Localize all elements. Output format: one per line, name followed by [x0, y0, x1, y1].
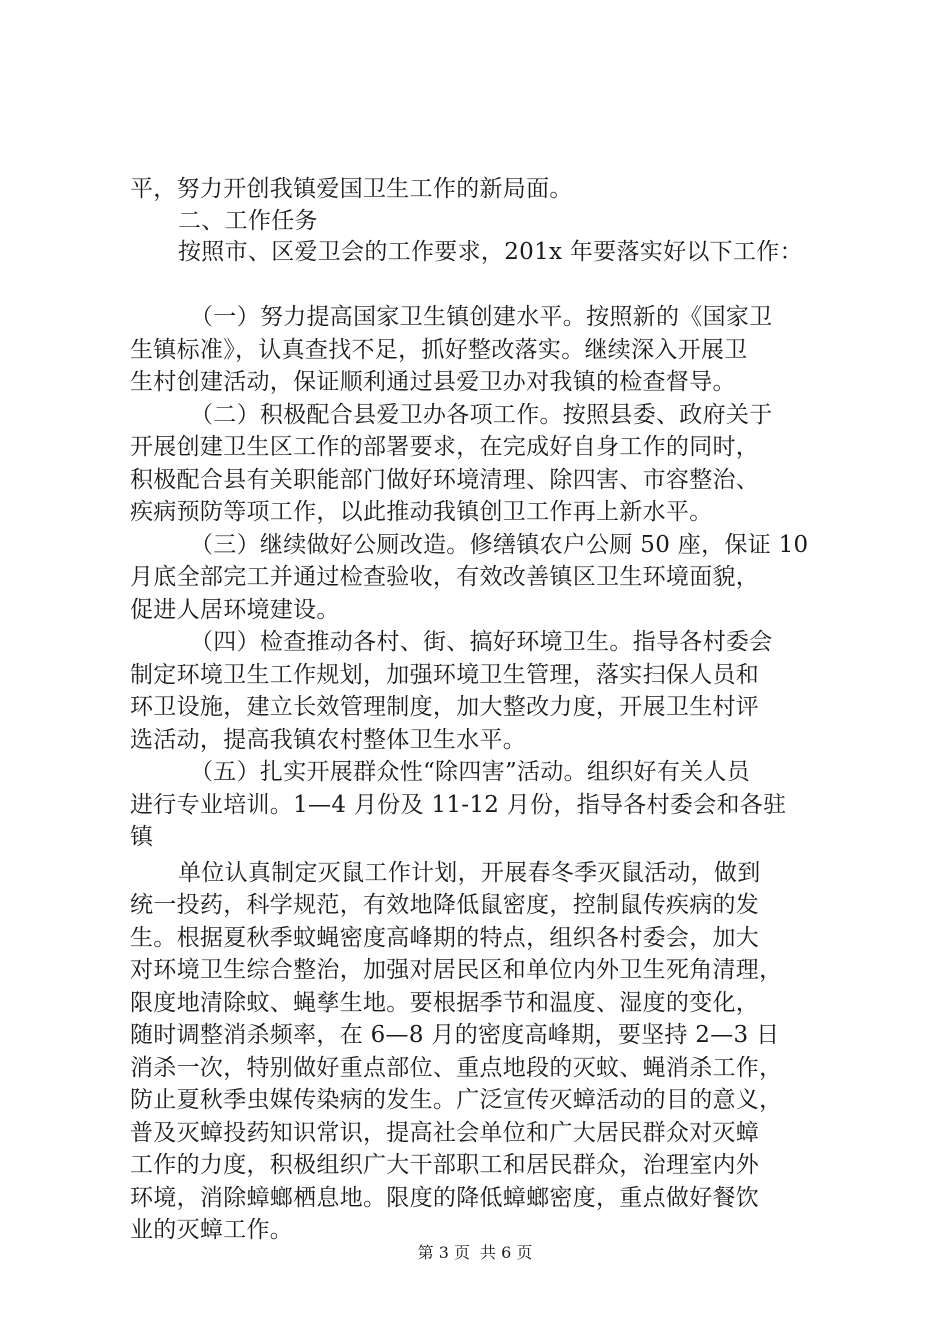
paragraph-gap [130, 268, 830, 301]
section-heading: 二、工作任务 [178, 207, 318, 234]
text-line: 疾病预防等项工作，以此推动我镇创卫工作再上新水平。 [130, 499, 713, 525]
text-line: 限度地清除蚊、蝇孳生地。要根据季节和温度、湿度的变化， [130, 989, 760, 1016]
text-line: 选活动，提高我镇农村整体卫生水平。 [130, 726, 527, 753]
text-line: 按照市、区爱卫会的工作要求，201x 年要落实好以下工作： [178, 238, 803, 265]
text-line: 开展创建卫生区工作的部署要求，在完成好自身工作的同时， [130, 434, 760, 460]
page-number: 第 3 页 [417, 1243, 470, 1262]
text-line: 平，努力开创我镇爱国卫生工作的新局面。 [130, 176, 573, 202]
text-line: 生镇标准》，认真查找不足，抓好整改落实。继续深入开展卫 [130, 336, 748, 363]
text-line: 生。根据夏秋季蚊蝇密度高峰期的特点，组织各村委会，加大 [130, 924, 760, 951]
text-line: 普及灭蟑投药知识常识，提高社会单位和广大居民群众对灭蟑 [130, 1119, 760, 1146]
text-line: 业的灭蟑工作。 [130, 1217, 294, 1243]
text-line: 环境，消除蟑螂栖息地。限度的降低蟑螂密度，重点做好餐饮 [130, 1184, 760, 1211]
page-total: 共 6 页 [480, 1243, 533, 1262]
text-line: 促进人居环境建设。 [130, 596, 340, 623]
text-line: （三）继续做好公厕改造。修缮镇农户公厕 50 座，保证 10 [190, 531, 809, 558]
document-body [130, 173, 830, 1247]
text-line: 消杀一次，特别做好重点部位、重点地段的灭蚊、蝇消杀工作， [130, 1054, 783, 1081]
text-line: 统一投药，科学规范，有效地降低鼠密度，控制鼠传疾病的发 [130, 892, 760, 918]
text-line: （一）努力提高国家卫生镇创建水平。按照新的《国家卫 [190, 304, 773, 330]
text-line: 对环境卫生综合整治，加强对居民区和单位内外卫生死角清理， [130, 957, 783, 983]
text-line: 防止夏秋季虫媒传染病的发生。广泛宣传灭蟑活动的目的意义， [130, 1087, 783, 1113]
text-line: 生村创建活动，保证顺利通过县爱卫办对我镇的检查督导。 [130, 369, 736, 395]
text-line: 工作的力度，积极组织广大干部职工和居民群众，治理室内外 [130, 1152, 760, 1178]
text-line: 随时调整消杀频率，在 6—8 月的密度高峰期，要坚持 2—3 日 [130, 1022, 780, 1048]
text-line: 单位认真制定灭鼠工作计划，开展春冬季灭鼠活动，做到 [178, 859, 761, 886]
text-line: （四）检查推动各村、街、搞好环境卫生。指导各村委会 [190, 629, 773, 655]
text-line: 制定环境卫生工作规划，加强环境卫生管理，落实扫保人员和 [130, 661, 760, 688]
text-line: 环卫设施，建立长效管理制度，加大整改力度，开展卫生村评 [130, 694, 760, 720]
text-line: （五）扎实开展群众性“除四害”活动。组织好有关人员 [190, 759, 751, 785]
text-line: 镇 [130, 824, 154, 850]
page-footer [0, 1243, 950, 1263]
text-line: （二）积极配合县爱卫办各项工作。按照县委、政府关于 [190, 401, 773, 428]
text-line: 月底全部完工并通过检查验收，有效改善镇区卫生环境面貌， [130, 564, 760, 590]
text-line: 进行专业培训。1—4 月份及 11-12 月份，指导各村委会和各驻 [130, 791, 787, 818]
text-line: 积极配合县有关职能部门做好环境清理、除四害、市容整治、 [130, 466, 760, 493]
